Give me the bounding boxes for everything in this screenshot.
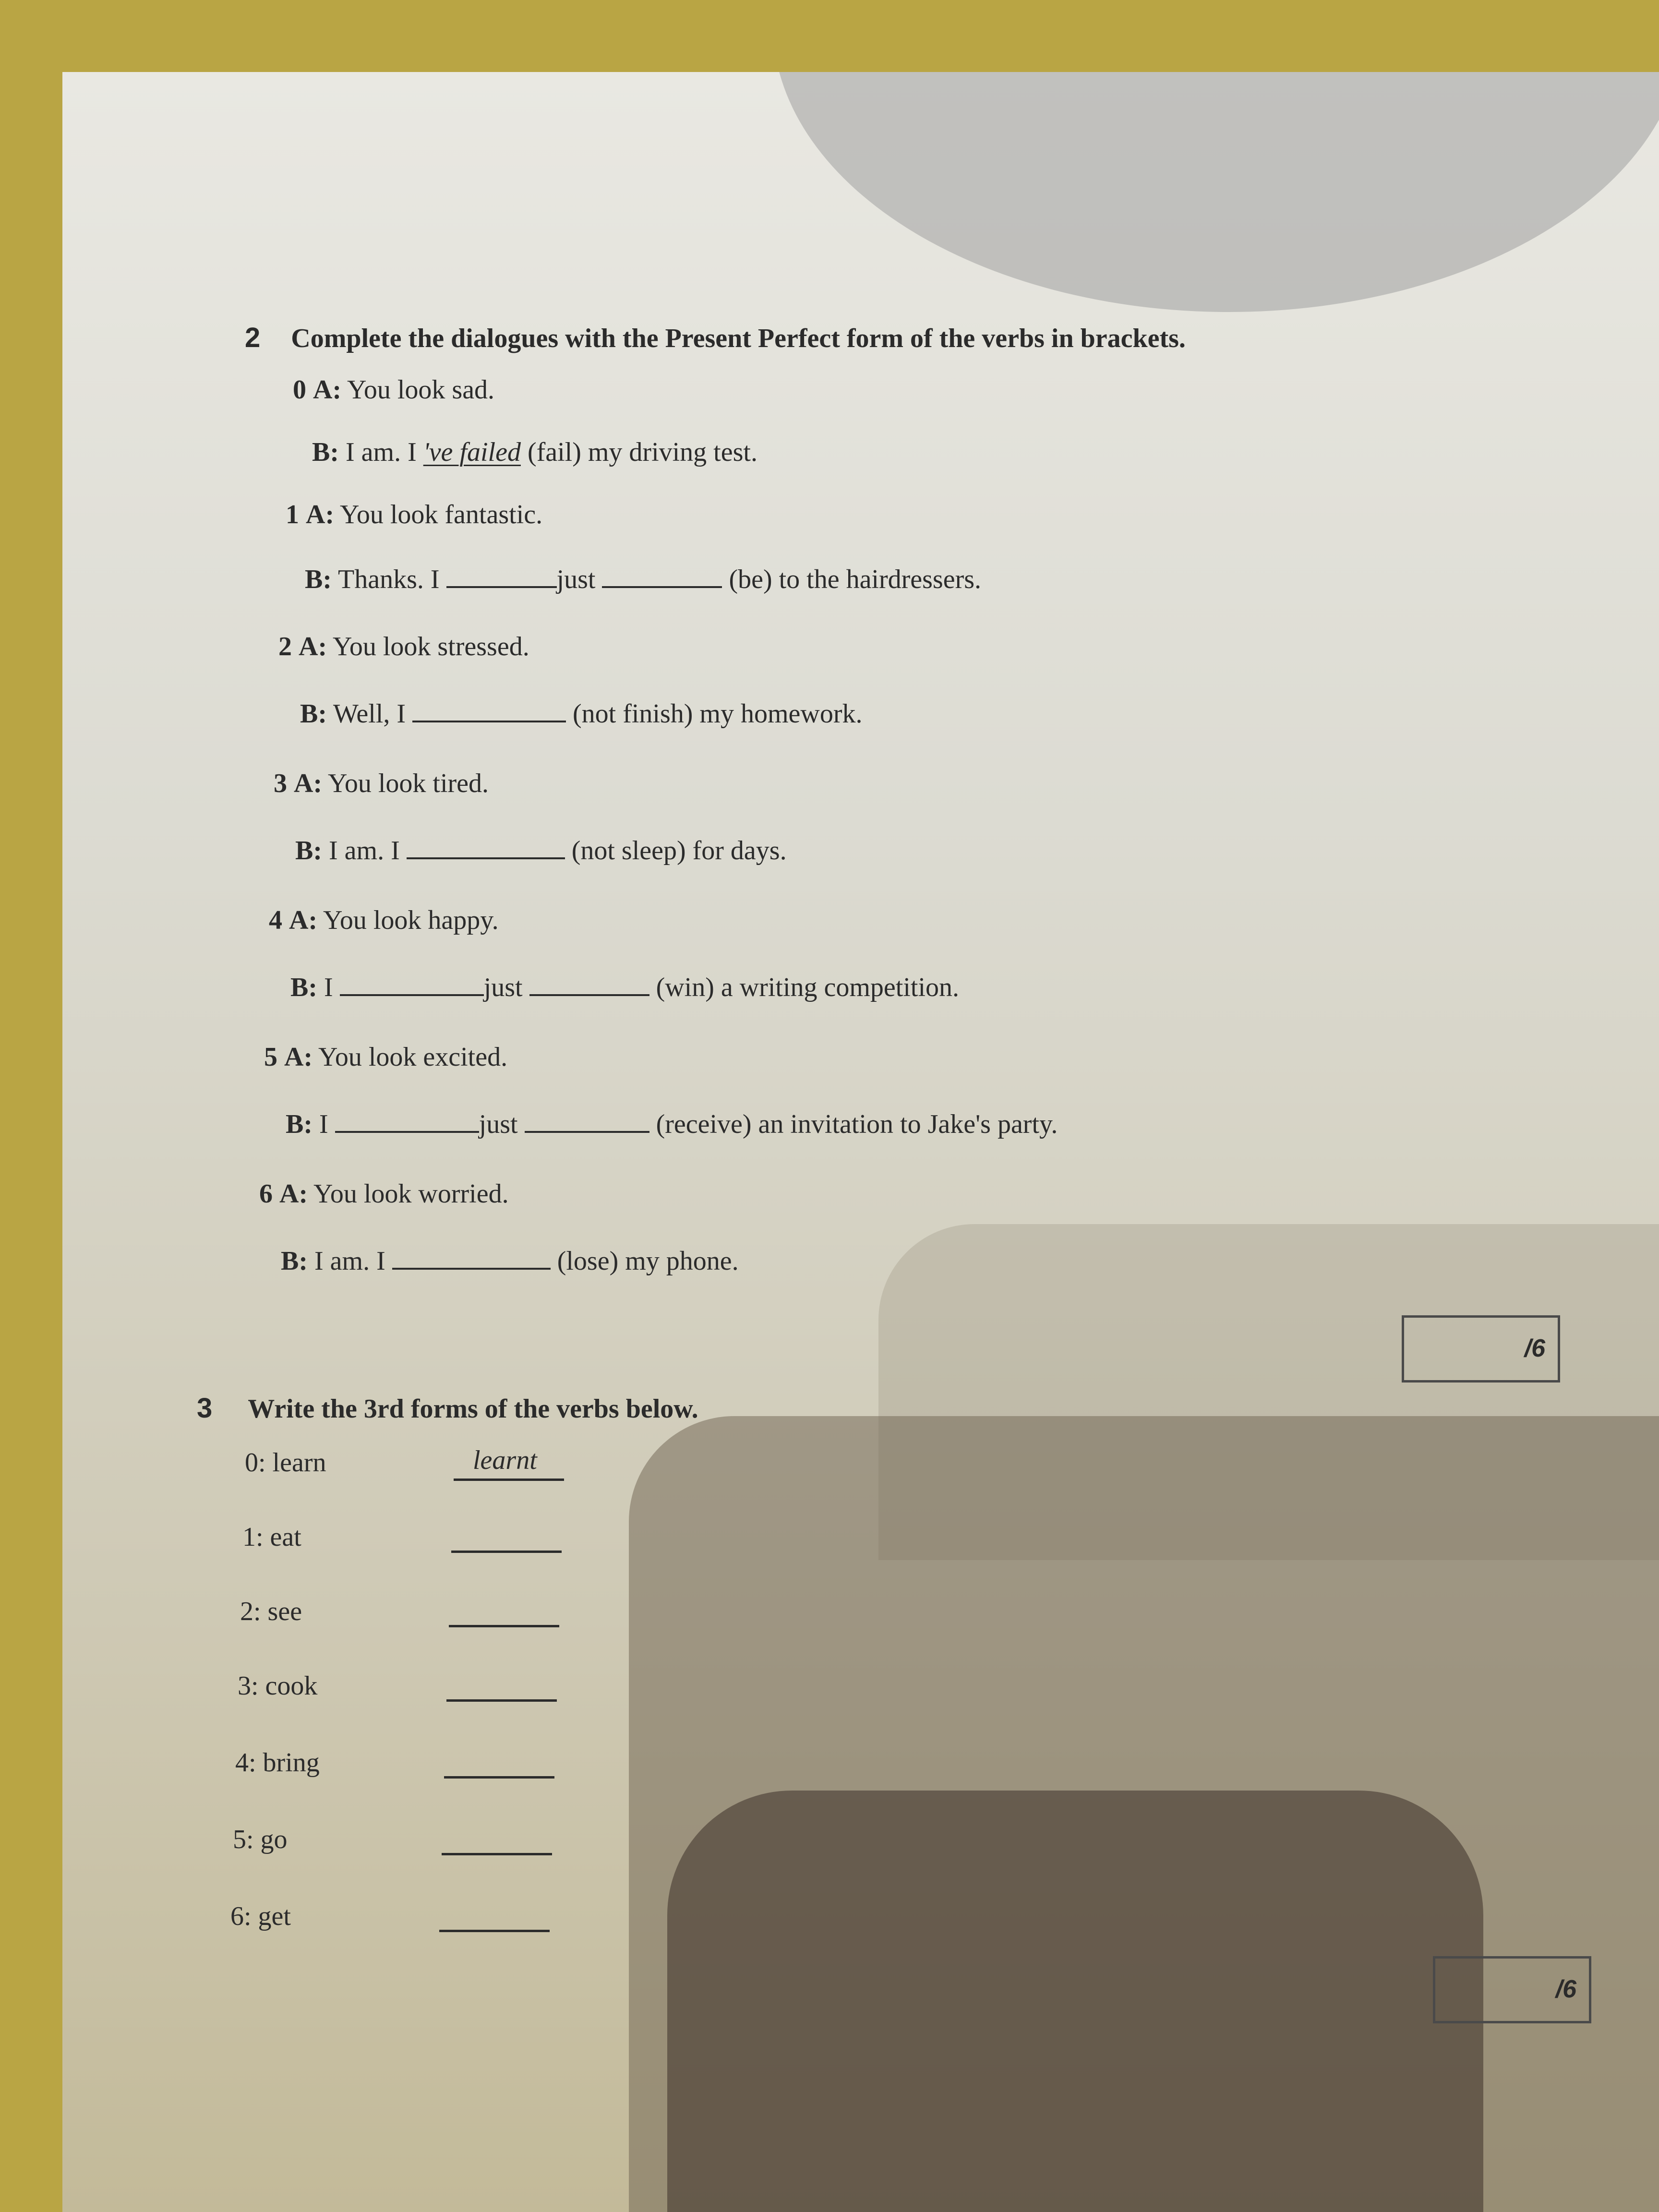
- dialogue-0-a: [293, 374, 494, 405]
- answer-blank[interactable]: [446, 564, 557, 588]
- verb-answer-blank[interactable]: [449, 1625, 559, 1627]
- dialogue-text: (not sleep) for days.: [571, 836, 787, 866]
- exercise-instruction: Complete the dialogues with the Present Perfect form of the verbs in brackets.: [291, 324, 1186, 353]
- verb-item: [235, 1747, 320, 1778]
- verb-label: 1: eat: [242, 1522, 301, 1552]
- worksheet-content: [62, 72, 1659, 2212]
- dialogue-4-a: [269, 905, 499, 936]
- dialogue-text: You look worried.: [313, 1179, 509, 1209]
- speaker-a: A:: [279, 1179, 308, 1209]
- dialogue-3-a: [274, 768, 489, 799]
- verb-label: 4: bring: [235, 1748, 320, 1778]
- worksheet-paper: [62, 72, 1659, 2212]
- dialogue-6-a: [259, 1178, 509, 1209]
- dialogue-number: 1: [286, 500, 299, 529]
- speaker-a: A:: [289, 905, 318, 935]
- exercise-2-heading: [245, 322, 1186, 354]
- dialogue-text: I: [324, 973, 333, 1002]
- speaker-b: B:: [312, 437, 339, 467]
- answer-blank[interactable]: [529, 972, 649, 996]
- dialogue-6-b: [281, 1246, 739, 1276]
- verb-answer-blank[interactable]: [444, 1776, 554, 1779]
- exercise-number: 3: [197, 1393, 213, 1424]
- verb-answer-blank[interactable]: [439, 1930, 550, 1932]
- dialogue-text: I am. I: [314, 1246, 385, 1276]
- dialogue-text: You look tired.: [328, 769, 489, 798]
- dialogue-1-a: [286, 499, 542, 530]
- dialogue-0-b: [312, 437, 757, 468]
- example-answer: learnt: [473, 1445, 537, 1475]
- dialogue-2-a: [278, 631, 529, 662]
- score-box-exercise-2: [1402, 1315, 1560, 1382]
- dialogue-5-a: [264, 1042, 507, 1072]
- verb-item: [245, 1447, 326, 1478]
- answer-blank[interactable]: [412, 698, 566, 722]
- dialogue-text: Thanks. I: [338, 565, 440, 594]
- speaker-b: B:: [286, 1109, 313, 1139]
- dialogue-text: Well, I: [333, 699, 406, 729]
- verb-answer-blank[interactable]: [454, 1445, 564, 1481]
- dialogue-number: 2: [278, 632, 292, 661]
- dialogue-text: (receive) an invitation to Jake's party.: [656, 1109, 1058, 1139]
- dialogue-number: 3: [274, 769, 287, 798]
- dialogue-text: I am. I: [346, 437, 417, 467]
- exercise-instruction: Write the 3rd forms of the verbs below.: [248, 1394, 698, 1424]
- dialogue-text: You look fantastic.: [340, 500, 543, 529]
- dialogue-text: (fail) my driving test.: [527, 437, 757, 467]
- verb-label: 0: learn: [245, 1448, 326, 1478]
- dialogue-text: You look happy.: [323, 905, 499, 935]
- dialogue-2-b: [300, 698, 862, 729]
- answer-blank[interactable]: [407, 835, 565, 859]
- dialogue-text: You look sad.: [347, 375, 495, 405]
- dialogue-text: You look excited.: [318, 1042, 508, 1072]
- dialogue-text: (win) a writing competition.: [656, 973, 959, 1002]
- verb-label: 2: see: [240, 1597, 302, 1626]
- answer-blank[interactable]: [340, 972, 484, 996]
- verb-item: [233, 1824, 288, 1855]
- verb-answer-blank[interactable]: [442, 1853, 552, 1855]
- verb-label: 3: cook: [238, 1671, 318, 1701]
- score-box-exercise-3: [1433, 1956, 1591, 2023]
- exercise-number: 2: [245, 322, 261, 353]
- dialogue-text: (not finish) my homework.: [573, 699, 863, 729]
- answer-blank[interactable]: [392, 1246, 551, 1270]
- dialogue-text: You look stressed.: [333, 632, 529, 661]
- verb-item: [242, 1522, 301, 1552]
- dialogue-number: 0: [293, 375, 306, 405]
- dialogue-3-b: [295, 835, 787, 866]
- dialogue-number: 5: [264, 1042, 277, 1072]
- score-label: /6: [1524, 1334, 1545, 1362]
- verb-answer-blank[interactable]: [446, 1699, 557, 1702]
- dialogue-text: just: [483, 973, 523, 1002]
- dialogue-1-b: [305, 564, 981, 595]
- dialogue-text: just: [479, 1109, 518, 1139]
- dialogue-text: I: [319, 1109, 328, 1139]
- verb-label: 5: go: [233, 1825, 288, 1854]
- speaker-b: B:: [295, 836, 322, 866]
- answer-blank[interactable]: [335, 1109, 479, 1133]
- dialogue-text: (be) to the hairdressers.: [729, 565, 982, 594]
- answer-blank[interactable]: [525, 1109, 649, 1133]
- speaker-b: B:: [290, 973, 317, 1002]
- speaker-a: A:: [299, 632, 327, 661]
- speaker-b: B:: [300, 699, 327, 729]
- dialogue-text: just: [556, 565, 596, 594]
- speaker-a: A:: [313, 375, 342, 405]
- dialogue-4-b: [290, 972, 959, 1003]
- verb-answer-blank[interactable]: [451, 1551, 562, 1553]
- dialogue-5-b: [286, 1109, 1058, 1140]
- answer-blank[interactable]: [602, 564, 722, 588]
- dialogue-text: I am. I: [329, 836, 400, 866]
- verb-item: [230, 1901, 291, 1932]
- speaker-a: A:: [294, 769, 323, 798]
- verb-label: 6: get: [230, 1901, 291, 1931]
- dialogue-text: (lose) my phone.: [557, 1246, 739, 1276]
- score-label: /6: [1555, 1975, 1576, 2003]
- verb-item: [238, 1671, 317, 1701]
- speaker-a: A:: [306, 500, 335, 529]
- verb-item: [240, 1596, 302, 1627]
- dialogue-number: 4: [269, 905, 282, 935]
- speaker-b: B:: [281, 1246, 308, 1276]
- example-answer: 've failed: [423, 437, 521, 467]
- dialogue-number: 6: [259, 1179, 273, 1209]
- exercise-3-heading: [197, 1392, 698, 1424]
- speaker-b: B:: [305, 565, 332, 594]
- speaker-a: A:: [284, 1042, 313, 1072]
